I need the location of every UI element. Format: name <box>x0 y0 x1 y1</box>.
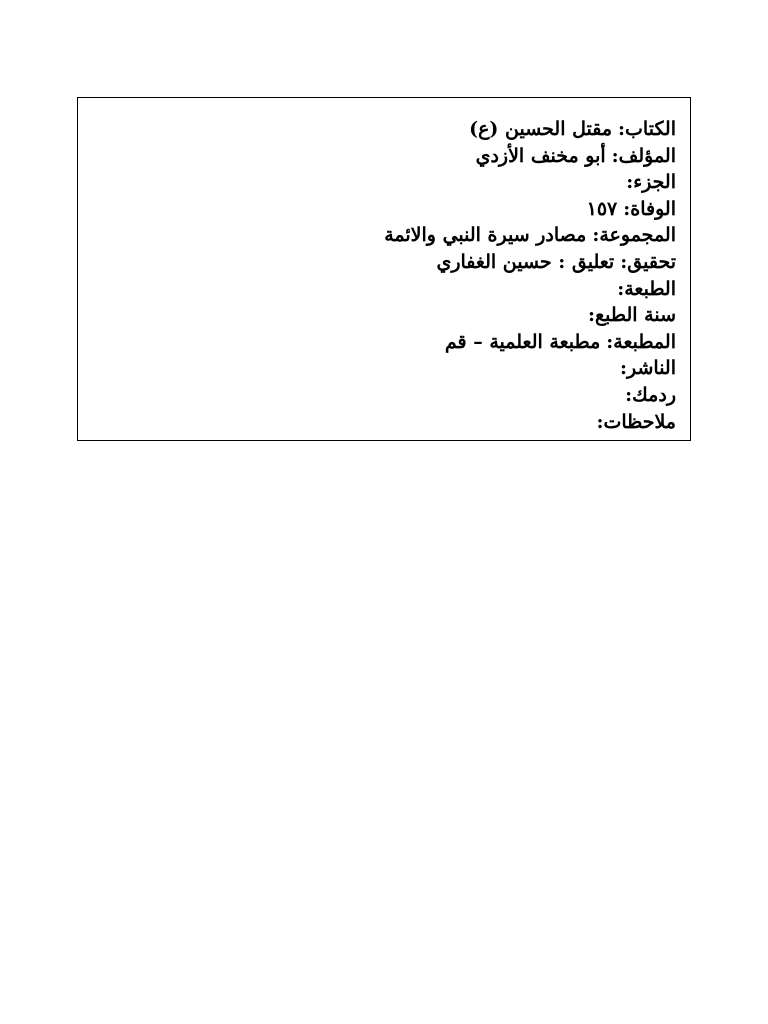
field-label: ردمك: <box>625 383 676 406</box>
field-value: أبو مخنف الأزدي <box>475 144 606 167</box>
field-label: الوفاة: <box>623 197 676 220</box>
field-label: الطبعة: <box>617 277 676 300</box>
field-notes <box>92 409 676 436</box>
field-label: الناشر: <box>619 357 676 380</box>
field-author <box>92 143 676 170</box>
field-editor <box>92 249 676 276</box>
field-label: سنة الطبع: <box>588 304 676 327</box>
field-value: مصادر سيرة النبي والائمة <box>384 224 587 247</box>
field-label: ملاحظات: <box>596 410 676 433</box>
field-label: الجزء: <box>626 171 676 194</box>
field-publisher <box>92 355 676 382</box>
field-value: مقتل الحسين (ع) <box>469 118 613 140</box>
field-death <box>92 196 676 223</box>
field-label: المؤلف: <box>611 144 676 167</box>
field-volume <box>92 169 676 196</box>
field-value: ١٥٧ <box>586 197 618 220</box>
field-print-year <box>92 302 676 329</box>
book-info-card <box>77 97 691 441</box>
field-book <box>92 116 676 143</box>
field-label: تحقيق: <box>620 250 676 273</box>
field-collection <box>92 222 676 249</box>
field-isbn <box>92 382 676 409</box>
field-label: المطبعة: <box>606 330 676 353</box>
field-label: المجموعة: <box>592 224 676 247</box>
field-label: الكتاب: <box>618 118 676 140</box>
field-press <box>92 329 676 356</box>
field-value: مطبعة العلمية – قم <box>444 330 601 353</box>
field-value: تعليق : حسين الغفاري <box>436 250 615 273</box>
field-edition <box>92 276 676 303</box>
